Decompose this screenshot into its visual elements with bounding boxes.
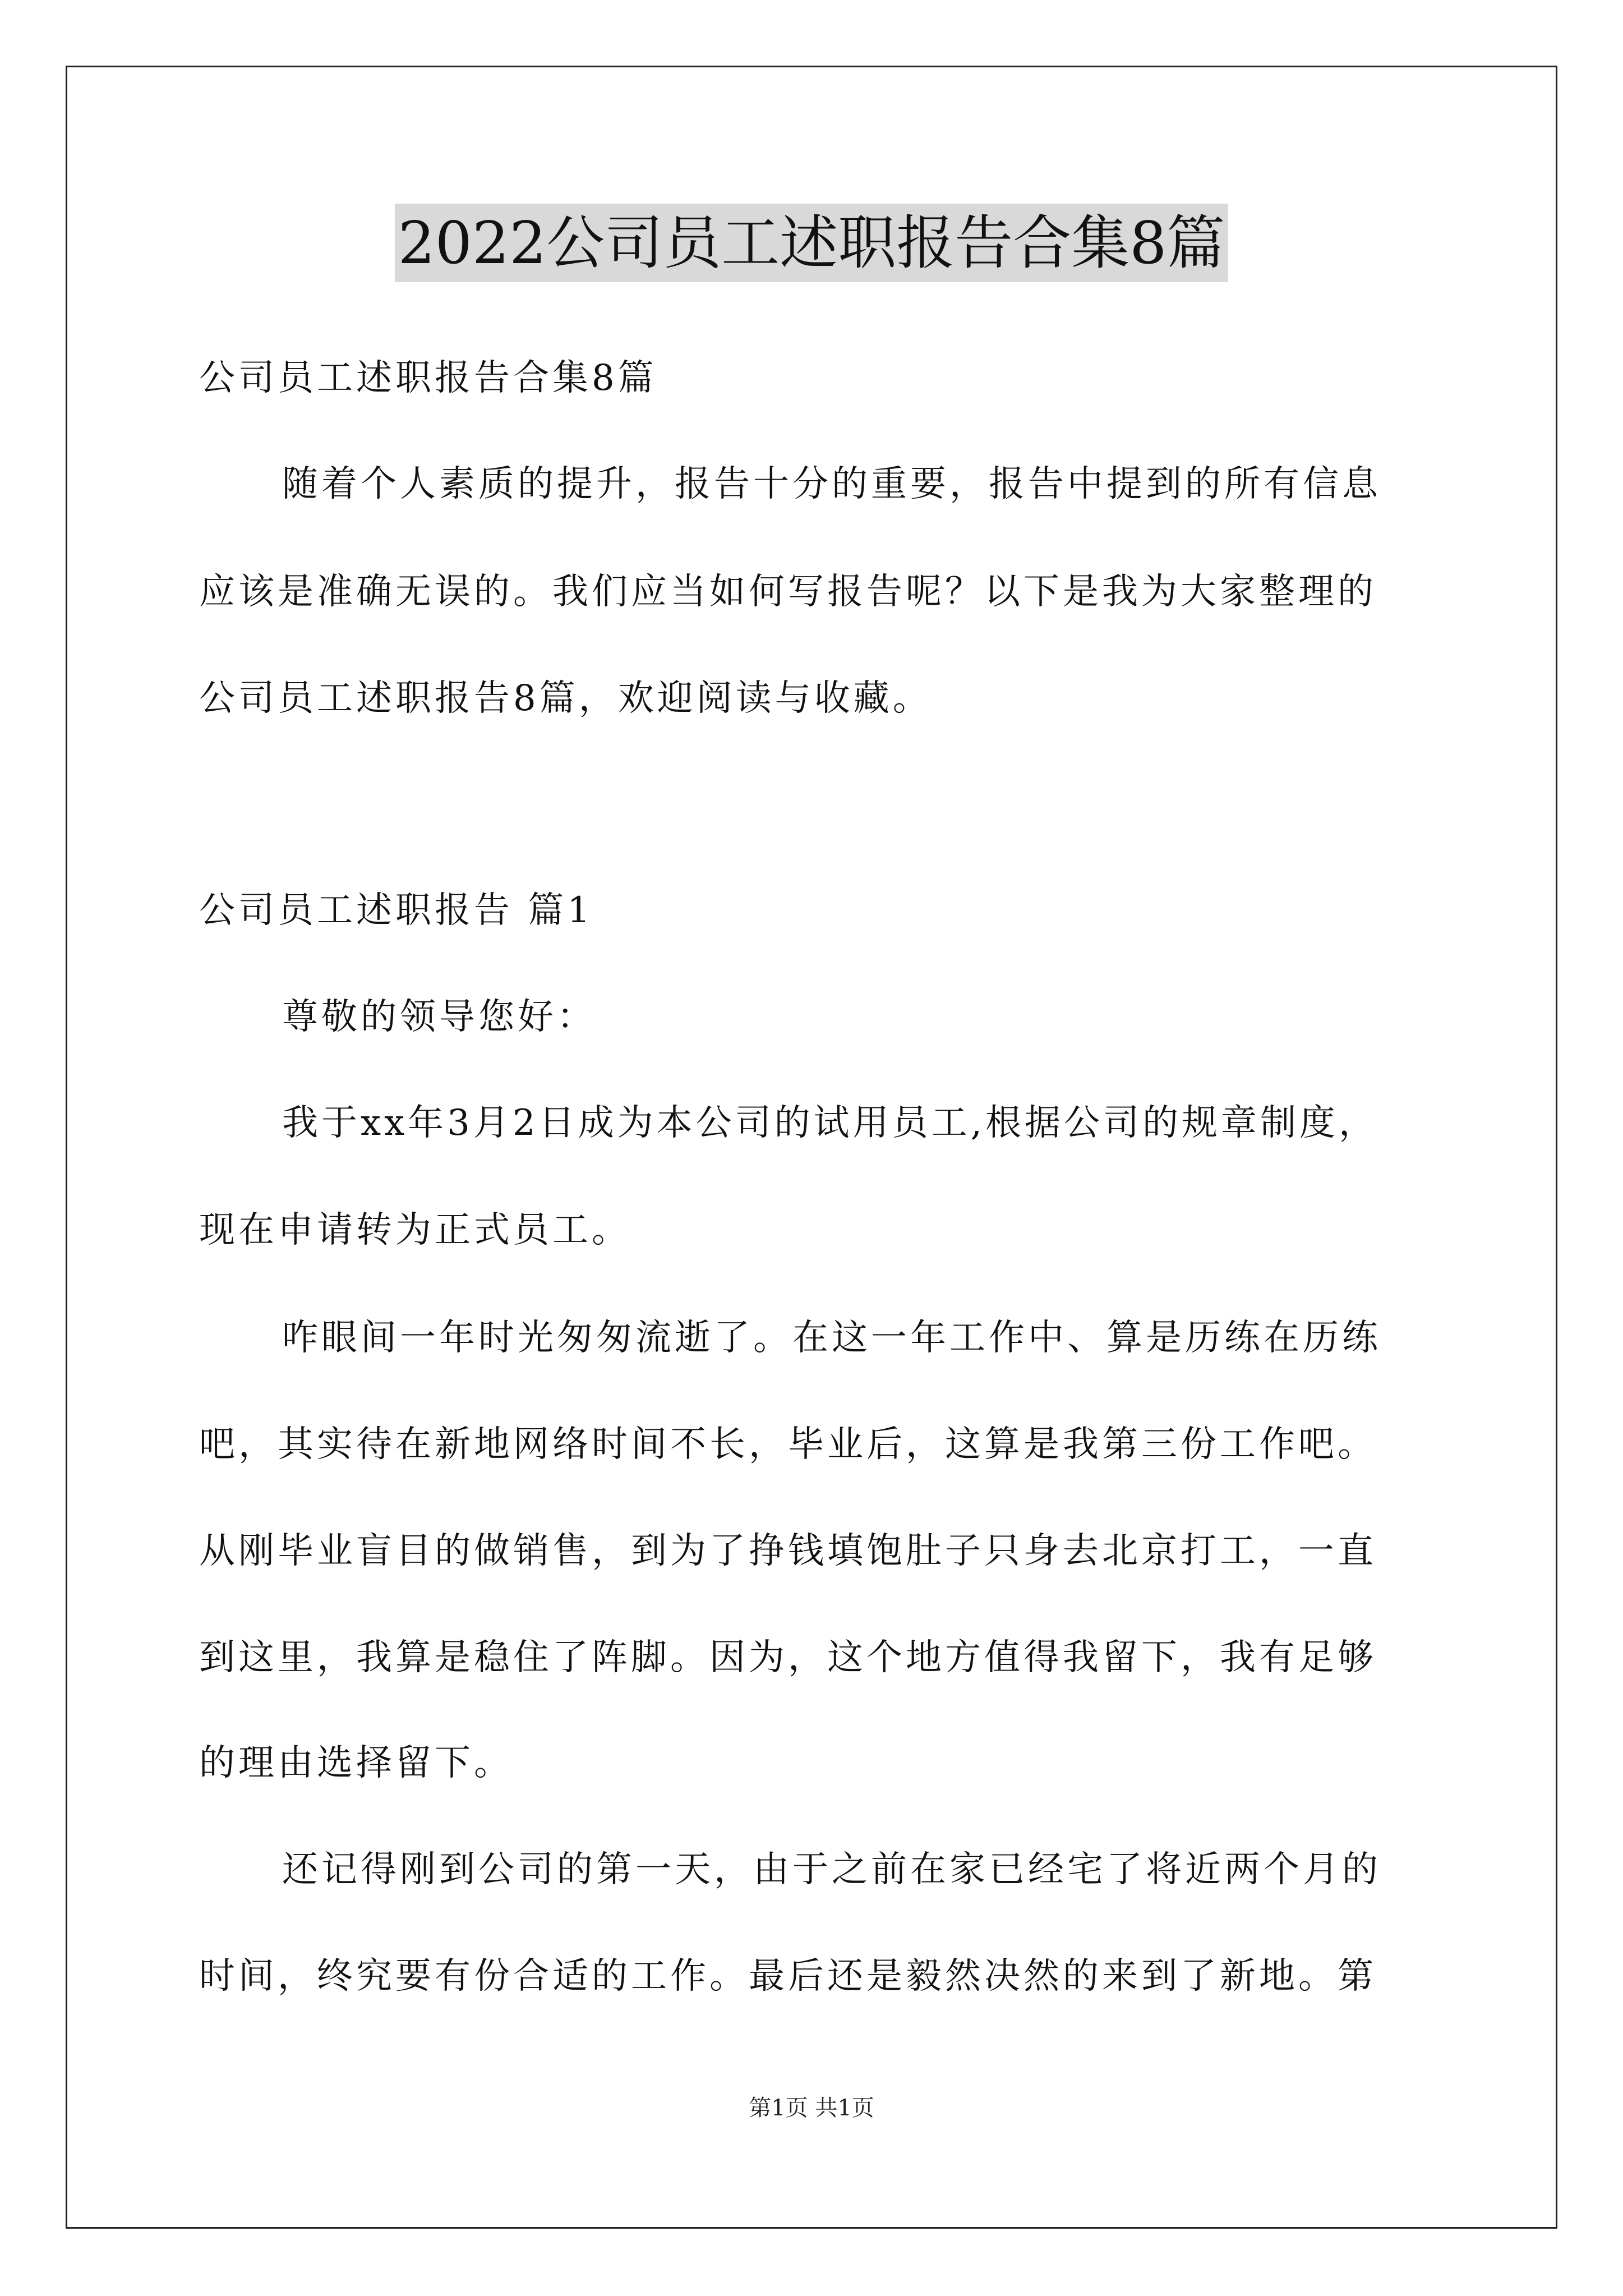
- paragraph-line: 吧，其实待在新地网络时间不长，毕业后，这算是我第三份工作吧。: [199, 1424, 1377, 1465]
- paragraph-line: 时间，终究要有份合适的工作。最后还是毅然决然的来到了新地。第: [199, 1955, 1377, 1997]
- page-number: 第1页 共1页: [749, 2095, 874, 2121]
- page-footer: [0, 2092, 1623, 2124]
- paragraph-line: 现在申请转为正式员工。: [199, 1209, 631, 1251]
- subtitle: 公司员工述职报告合集8篇: [199, 357, 657, 399]
- paragraph-line: 的理由选择留下。: [199, 1742, 513, 1784]
- intro-line: 随着个人素质的提升，报告十分的重要，报告中提到的所有信息: [282, 463, 1381, 505]
- paragraph-line: 到这里，我算是稳住了阵脚。因为，这个地方值得我留下，我有足够: [199, 1637, 1377, 1678]
- paragraph-line: 从刚毕业盲目的做销售，到为了挣钱填饱肚子只身去北京打工，一直: [199, 1530, 1377, 1572]
- intro-line: 公司员工述职报告8篇，欢迎阅读与收藏。: [199, 678, 932, 719]
- greeting: 尊敬的领导您好：: [282, 996, 596, 1038]
- title-container: [0, 204, 1623, 282]
- document-title: 2022公司员工述职报告合集8篇: [395, 204, 1229, 282]
- section-heading: 公司员工述职报告 篇1: [199, 890, 594, 931]
- paragraph-line: 我于xx年3月2日成为本公司的试用员工,根据公司的规章制度，: [282, 1102, 1378, 1144]
- paragraph-line: 咋眼间一年时光匆匆流逝了。在这一年工作中、算是历练在历练: [282, 1317, 1381, 1359]
- paragraph-line: 还记得刚到公司的第一天，由于之前在家已经宅了将近两个月的: [282, 1849, 1381, 1890]
- intro-line: 应该是准确无误的。我们应当如何写报告呢？以下是我为大家整理的: [199, 571, 1377, 613]
